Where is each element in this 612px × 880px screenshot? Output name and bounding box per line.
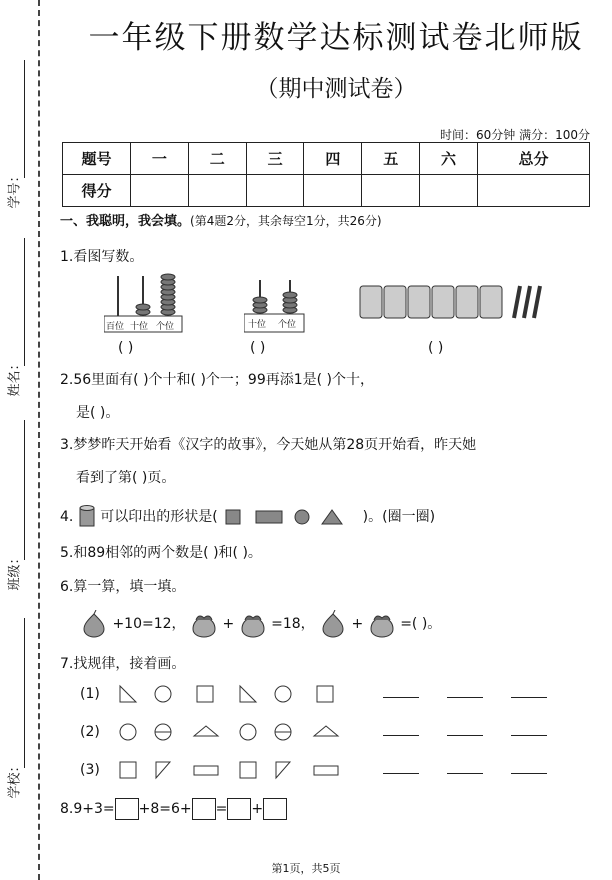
abacus-label: 百位: [106, 322, 125, 332]
bar-shape: [314, 766, 338, 775]
page-title: 一年级下册数学达标测试卷北师版: [88, 20, 584, 56]
class-label: 班级：: [7, 551, 23, 591]
answer-box[interactable]: [263, 798, 287, 820]
answer-box[interactable]: [227, 798, 251, 820]
circle-shape: [240, 724, 256, 740]
question-3-line1: 3.梦梦昨天开始看《汉字的故事》，今天她从第28页开始看，昨天她: [60, 437, 477, 453]
abacus-label: 十位: [130, 322, 149, 332]
school-line[interactable]: [24, 618, 25, 768]
question-4-suffix: )。(圈一圈): [362, 509, 436, 525]
score-label-cell: 得分: [63, 175, 131, 207]
section-note: (第4题2分，其余每空1分，共26分): [190, 214, 382, 228]
question-2-line2: 是( )。: [76, 405, 120, 421]
section-title: 一、我聪明，我会填。: [60, 214, 191, 229]
triangle-flag-shape: [156, 762, 170, 778]
student-no-field: [2, 60, 32, 210]
score-cell[interactable]: [304, 175, 362, 207]
pattern-row-2: [80, 722, 561, 742]
equation-1: +10=12，: [112, 616, 186, 632]
student-no-line[interactable]: [24, 60, 25, 178]
question-8-part1: +8=6+: [138, 801, 192, 817]
score-header-cell: 二: [188, 143, 246, 175]
score-header-cell: 六: [420, 143, 478, 175]
name-label: 姓名：: [7, 357, 23, 397]
cylinder-icon: [78, 505, 96, 529]
name-field: [2, 238, 32, 398]
abacus-label: 个位: [156, 322, 175, 332]
question-4: [60, 505, 435, 529]
plus-sign: +: [222, 616, 235, 632]
pear-icon: [80, 610, 108, 638]
page-subtitle: （期中测试卷）: [255, 76, 417, 102]
draw-line[interactable]: [447, 735, 483, 736]
school-field: [2, 618, 32, 808]
question-8-start: 8.9+3=: [60, 801, 115, 817]
plus-sign: +: [351, 616, 364, 632]
circle-shape: [275, 686, 291, 702]
draw-line[interactable]: [511, 735, 547, 736]
question-6-equations: [80, 610, 441, 638]
question-8-part3: +: [251, 801, 264, 817]
cut-line: [38, 0, 40, 880]
pattern-shapes: [114, 760, 364, 780]
question-1: 1.看图写数。: [60, 249, 144, 265]
exam-meta: 时间：60分钟 满分：100分: [440, 128, 590, 142]
question-4-number: 4.: [60, 509, 74, 525]
flat-triangle-shape: [194, 726, 218, 736]
question-3-line2: 看到了第( )页。: [76, 470, 176, 486]
equation-2: =18，: [271, 616, 315, 632]
question-8-part2: =: [215, 801, 228, 817]
square-option[interactable]: [226, 510, 240, 524]
question-7: 7.找规律，接着画。: [60, 656, 186, 672]
abacus-beads: [136, 274, 175, 315]
binding-margin: [0, 0, 52, 880]
score-cell[interactable]: [477, 175, 589, 207]
question-2-line1: 2.56里面有( )个十和( )个一；99再添1是( )个十，: [60, 372, 375, 388]
answer-paren[interactable]: ( ): [118, 340, 134, 356]
draw-line[interactable]: [383, 773, 419, 774]
shape-options: [222, 508, 358, 526]
draw-line[interactable]: [447, 697, 483, 698]
pattern-shapes: [114, 722, 364, 742]
class-line[interactable]: [24, 420, 25, 560]
square-shape: [197, 686, 213, 702]
pattern-row-3: [80, 760, 561, 780]
draw-line[interactable]: [383, 697, 419, 698]
score-cell[interactable]: [246, 175, 304, 207]
score-header-cell: 一: [131, 143, 189, 175]
draw-line[interactable]: [383, 735, 419, 736]
score-header-cell: 五: [362, 143, 420, 175]
single-sticks: [514, 286, 540, 318]
pattern-label: (1): [80, 686, 100, 702]
score-cell[interactable]: [188, 175, 246, 207]
section-heading: [60, 210, 382, 229]
score-header-cell: 总分: [477, 143, 589, 175]
flat-triangle-shape: [314, 726, 338, 736]
score-table: [62, 142, 590, 207]
stick-bundle-group: [360, 286, 502, 318]
answer-paren[interactable]: ( ): [428, 340, 444, 356]
pattern-shapes: [114, 684, 364, 704]
circle-option[interactable]: [295, 510, 309, 524]
answer-paren[interactable]: ( ): [250, 340, 266, 356]
bar-shape: [194, 766, 218, 775]
school-label: 学校：: [7, 759, 23, 799]
stick-bundles: [358, 282, 548, 322]
question-8: [60, 798, 287, 820]
right-triangle-shape: [120, 686, 136, 702]
question-5: 5.和89相邻的两个数是( )和( )。: [60, 545, 262, 561]
square-shape: [240, 762, 256, 778]
answer-box[interactable]: [192, 798, 216, 820]
peach-icon: [190, 610, 218, 638]
circle-shape: [155, 686, 171, 702]
answer-box[interactable]: [115, 798, 139, 820]
rectangle-option[interactable]: [256, 511, 282, 523]
square-shape: [120, 762, 136, 778]
circle-shape: [120, 724, 136, 740]
draw-line[interactable]: [511, 773, 547, 774]
class-field: [2, 420, 32, 592]
pattern-label: (3): [80, 762, 100, 778]
name-line[interactable]: [24, 238, 25, 366]
pattern-row-1: [80, 684, 561, 704]
score-cell[interactable]: [131, 175, 189, 207]
pattern-label: (2): [80, 724, 100, 740]
draw-line[interactable]: [447, 773, 483, 774]
score-header-row: [63, 143, 590, 175]
draw-line[interactable]: [511, 697, 547, 698]
score-value-row: [63, 175, 590, 207]
pear-icon: [319, 610, 347, 638]
score-cell[interactable]: [362, 175, 420, 207]
equation-3: =( )。: [400, 616, 442, 632]
question-6: 6.算一算，填一填。: [60, 579, 186, 595]
triangle-flag-shape: [276, 762, 290, 778]
question-4-text: 可以印出的形状是(: [100, 509, 218, 525]
student-no-label: 学号：: [7, 169, 23, 209]
abacus-label: 十位: [248, 320, 267, 330]
page-footer: 第1页，共5页: [271, 862, 341, 875]
score-header-cell: 三: [246, 143, 304, 175]
peach-icon: [368, 610, 396, 638]
square-shape: [317, 686, 333, 702]
abacus-label: 个位: [278, 320, 297, 330]
right-triangle-shape: [240, 686, 256, 702]
score-header-cell: 四: [304, 143, 362, 175]
score-header-cell: 题号: [63, 143, 131, 175]
score-cell[interactable]: [420, 175, 478, 207]
triangle-option[interactable]: [322, 510, 342, 524]
peach-icon: [239, 610, 267, 638]
